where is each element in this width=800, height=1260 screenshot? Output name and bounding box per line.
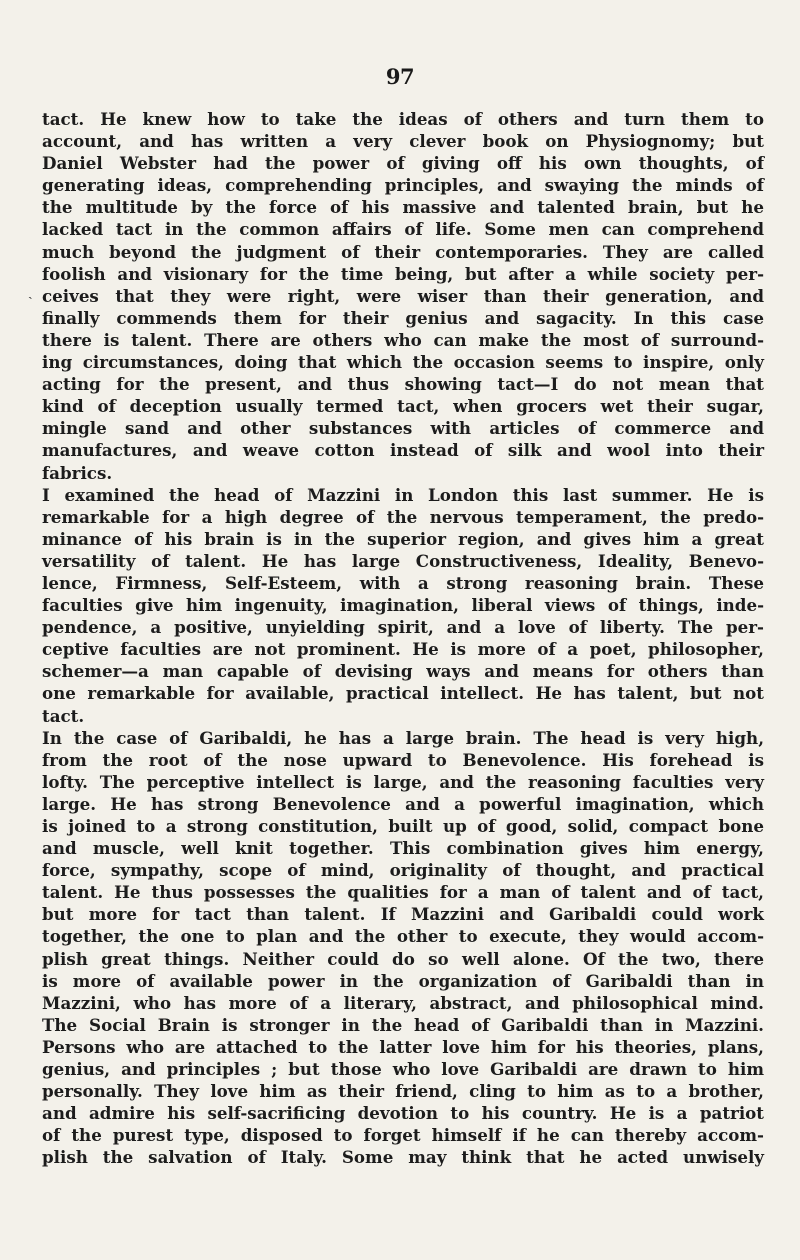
text-line: there is talent. There are others who can make the most of surround- bbox=[42, 329, 764, 350]
text-line: ing circumstances, doing that which the occasion seems to inspire, only bbox=[42, 352, 764, 373]
text-line: and muscle, well knit together. This combination gives him energy, bbox=[42, 838, 764, 859]
text-line: lence, Firmness, Self-Esteem, with a strong reasoning brain. These bbox=[42, 572, 764, 593]
text-line: much beyond the judgment of their contemporaries. They are called bbox=[42, 241, 764, 262]
text-line: large. He has strong Benevolence and a powerful imagination, which bbox=[42, 793, 764, 814]
text-line: acting for the present, and thus showing tact—I do not mean that bbox=[42, 374, 764, 395]
text-line: finally commends them for their genius and sagacity. In this case bbox=[42, 307, 764, 328]
text-line: is more of available power in the organization of Garibaldi than in bbox=[42, 970, 764, 991]
text-line: from the root of the nose upward to Benevolence. His forehead is bbox=[42, 749, 764, 770]
text-line: lacked tact in the common affairs of life. Some men can comprehend bbox=[42, 219, 764, 240]
text-line: personally. They love him as their friend, cling to him as to a brother, bbox=[42, 1081, 764, 1102]
text-line: one remarkable for available, practical intellect. He has talent, but not bbox=[42, 683, 764, 704]
text-line: mingle sand and other substances with articles of commerce and bbox=[42, 418, 764, 439]
text-line: together, the one to plan and the other to execute, they would accom- bbox=[42, 926, 764, 947]
body-text bbox=[42, 108, 764, 1169]
page-number: 97 bbox=[385, 64, 415, 89]
text-line: Daniel Webster had the power of giving off his own thoughts, of bbox=[42, 153, 764, 174]
text-line: pendence, a positive, unyielding spirit, and a love of liberty. The per- bbox=[42, 617, 764, 638]
text-line: fabrics. bbox=[42, 462, 113, 483]
text-line: remarkable for a high degree of the nervous temperament, the predo- bbox=[42, 506, 764, 527]
text-line: tact. He knew how to take the ideas of others and turn them to bbox=[42, 109, 764, 129]
text-line: versatility of talent. He has large Constructiveness, Ideality, Benevo- bbox=[42, 550, 764, 571]
text-line: plish the salvation of Italy. Some may think that he acted unwisely bbox=[42, 1147, 764, 1168]
text-line: tact. bbox=[42, 705, 85, 726]
text-line: ceptive faculties are not prominent. He is more of a poet, philosopher, bbox=[42, 639, 764, 660]
text-line: minance of his brain is in the superior region, and gives him a great bbox=[42, 528, 764, 549]
text-line: account, and has written a very clever book on Physiognomy; but bbox=[42, 131, 764, 152]
text-line: plish great things. Neither could do so well alone. Of the two, there bbox=[42, 948, 764, 969]
text-line: but more for tact than talent. If Mazzini and Garibaldi could work bbox=[42, 904, 764, 925]
text-line: Mazzini, who has more of a literary, abstract, and philosophical mind. bbox=[42, 992, 764, 1013]
text-line: kind of deception usually termed tact, when grocers wet their sugar, bbox=[42, 396, 764, 417]
text-line: talent. He thus possesses the qualities for a man of talent and of tact, bbox=[42, 882, 764, 903]
text-line: I examined the head of Mazzini in London this last summer. He is bbox=[42, 484, 764, 505]
text-line: In the case of Garibaldi, he has a large brain. The head is very high, bbox=[42, 727, 764, 748]
text-line: the multitude by the force of his massive and talented brain, but he bbox=[42, 197, 764, 218]
text-line: and admire his self-sacrificing devotion to his country. He is a patriot bbox=[42, 1103, 764, 1124]
text-line: lofty. The perceptive intellect is large, and the reasoning faculties very bbox=[42, 771, 764, 792]
text-line: force, sympathy, scope of mind, originality of thought, and practical bbox=[42, 860, 764, 881]
text-line: foolish and visionary for the time being, but after a while society per- bbox=[42, 263, 764, 284]
text-line: schemer—a man capable of devising ways and means for others than bbox=[42, 661, 764, 682]
text-line: genius, and principles ; but those who love Garibaldi are drawn to him bbox=[42, 1059, 764, 1080]
text-line: ceives that they were right, were wiser than their generation, and bbox=[42, 285, 764, 306]
margin-mark: ˏ bbox=[28, 284, 33, 300]
text-line: Persons who are attached to the latter love him for his theories, plans, bbox=[42, 1036, 764, 1057]
text-line: The Social Brain is stronger in the head of Garibaldi than in Mazzini. bbox=[42, 1014, 764, 1035]
text-line: manufactures, and weave cotton instead of silk and wool into their bbox=[42, 440, 764, 461]
text-line: is joined to a strong constitution, built up of good, solid, compact bone bbox=[42, 816, 764, 836]
text-line: of the purest type, disposed to forget himself if he can thereby accom- bbox=[42, 1125, 764, 1146]
text-line: faculties give him ingenuity, imagination, liberal views of things, inde- bbox=[42, 595, 764, 616]
text-line: generating ideas, comprehending principles, and swaying the minds of bbox=[42, 175, 764, 196]
